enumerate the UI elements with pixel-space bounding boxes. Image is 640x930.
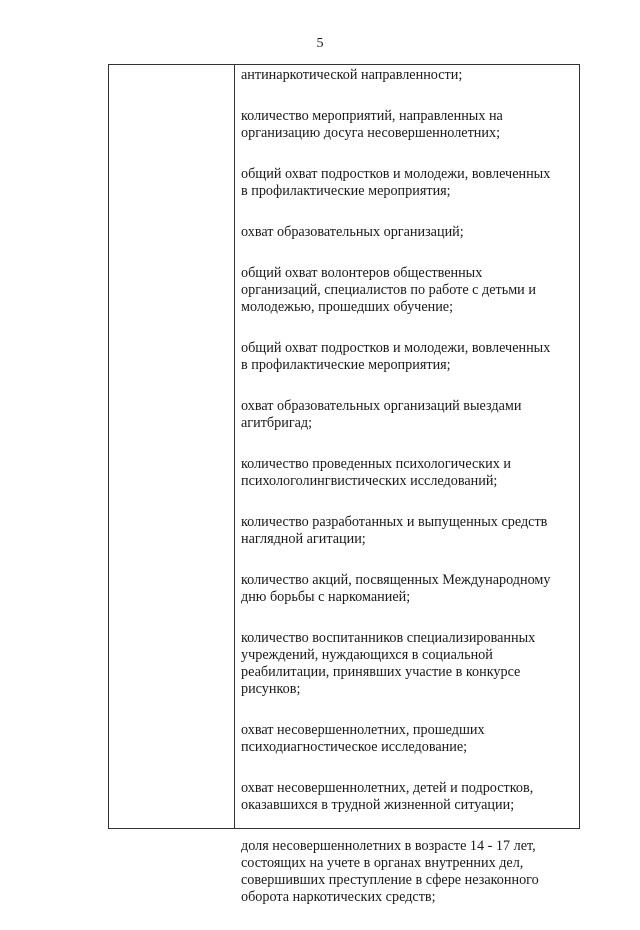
indicator-line: количество проведенных психологических и [241, 456, 511, 472]
indicator-line: организаций, специалистов по работе с детьми и [241, 282, 536, 298]
page-number: 5 [316, 36, 324, 51]
indicator-line: совершивших преступление в сфере незаконного [241, 872, 539, 888]
column-divider [234, 65, 235, 828]
indicator-item [241, 572, 577, 606]
indicator-line: психодиагностическое исследование; [241, 739, 468, 755]
document-table [108, 64, 580, 905]
indicator-item [241, 630, 577, 698]
indicator-item [241, 456, 577, 490]
indicator-line: оборота наркотических средств; [241, 889, 436, 905]
indicator-line: в профилактические мероприятия; [241, 183, 451, 199]
indicator-item [241, 722, 577, 756]
indicator-item [241, 340, 577, 374]
indicator-line: количество мероприятий, направленных на [241, 108, 503, 124]
indicator-item [241, 398, 577, 432]
indicator-item [241, 166, 577, 200]
indicator-line: рисунков; [241, 681, 301, 697]
indicator-line: в профилактические мероприятия; [241, 357, 451, 373]
indicator-line: охват образовательных организаций выездами [241, 398, 522, 414]
indicator-item [241, 265, 577, 316]
indicator-line: антинаркотической направленности; [241, 67, 463, 83]
indicator-line: дню борьбы с наркоманией; [241, 589, 411, 605]
indicator-line: доля несовершеннолетних в возрасте 14 - 17 лет, [241, 838, 536, 854]
indicator-item [241, 108, 577, 142]
indicator-item [241, 838, 577, 906]
indicator-item [241, 67, 577, 84]
indicator-line: охват несовершеннолетних, прошедших [241, 722, 485, 738]
indicator-item [241, 514, 577, 548]
indicator-line: охват образовательных организаций; [241, 224, 464, 240]
indicator-line: наглядной агитации; [241, 531, 366, 547]
indicator-line: учреждений, нуждающихся в социальной [241, 647, 493, 663]
indicator-line: количество акций, посвященных Международному [241, 572, 551, 588]
indicator-line: психологолингвистических исследований; [241, 473, 498, 489]
indicator-line: агитбригад; [241, 415, 313, 431]
indicator-line: количество разработанных и выпущенных средств [241, 514, 548, 530]
indicator-line: общий охват подростков и молодежи, вовлеченных [241, 166, 551, 182]
indicator-line: количество воспитанников специализированных [241, 630, 536, 646]
indicator-line: реабилитации, принявших участие в конкурсе [241, 664, 521, 680]
indicator-item [241, 780, 577, 814]
indicator-line: организацию досуга несовершеннолетних; [241, 125, 501, 141]
indicator-line: общий охват волонтеров общественных [241, 265, 483, 281]
indicator-line: молодежью, прошедших обучение; [241, 299, 454, 315]
indicator-line: общий охват подростков и молодежи, вовлеченных [241, 340, 551, 356]
indicator-line: охват несовершеннолетних, детей и подростков, [241, 780, 534, 796]
indicators-cell [241, 67, 577, 930]
indicator-line: состоящих на учете в органах внутренних дел, [241, 855, 524, 871]
indicator-line: оказавшихся в трудной жизненной ситуации; [241, 797, 515, 813]
indicator-item [241, 224, 577, 241]
